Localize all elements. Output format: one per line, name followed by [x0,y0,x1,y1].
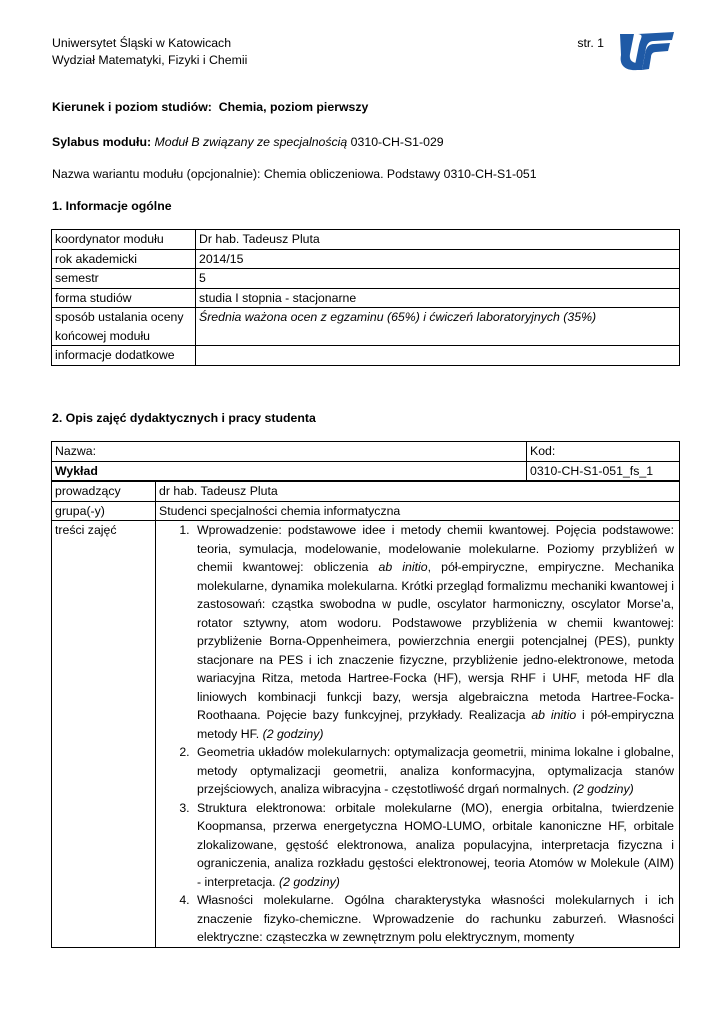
course-code: 0310-CH-S1-051_fs_1 [527,461,680,481]
row-value: 2014/15 [196,249,680,269]
table-row [52,481,680,501]
row-value: Dr hab. Tadeusz Pluta [196,230,680,250]
table-row [52,269,680,289]
row-key: semestr [52,269,196,289]
list-item: 4. Własności molekularne. Ogólna charakterystyka własności molekularnych i ich znaczenie fizyko-chemiczne. Wprowadzenie do rachunku zaburzeń. Własności elektryczne: cząsteczka w zewnętrznym polu elektrycznym, momenty [193,891,674,947]
row-key: informacje dodatkowe [52,346,196,366]
kod-label: Kod: [527,442,680,462]
prowadzacy-value: dr hab. Tadeusz Pluta [156,481,680,501]
row-value [196,346,680,366]
sylabus-line [52,134,444,151]
wariant-line: Nazwa wariantu modułu (opcjonalnie): Chemia obliczeniowa. Podstawy 0310-CH-S1-051 [52,167,537,181]
row-key: rok akademicki [52,249,196,269]
tresci-content [156,521,680,948]
row-key: koordynator modułu [52,230,196,250]
faculty-name: Wydział Matematyki, Fizyki i Chemii [52,53,248,67]
table-row [52,308,680,346]
row-value: 5 [196,269,680,289]
course-name: Wykład [52,461,527,481]
kierunek-label: Kierunek i poziom studiów: [52,100,212,114]
row-value: Średnia ważona ocen z egzaminu (65%) i ćwiczeń laboratoryjnych (35%) [196,308,680,346]
grupa-label: grupa(-y) [52,501,156,521]
row-key: forma studiów [52,288,196,308]
row-key: sposób ustalania oceny końcowej modułu [52,308,196,346]
table-row [52,461,680,481]
list-item: 2. Geometria układów molekularnych: optymalizacja geometrii, minima lokalne i globalne, metody optymalizacji geometrii, analiza konformacyjna, optymalizacja stanów przejściowych, analiza wibracyjna - częstotliwość drgań normalnych. (2 godziny) [193,743,674,799]
page-header [52,35,604,69]
table-row [52,521,680,948]
table-row [52,288,680,308]
general-info-table [51,229,680,366]
kierunek-line [52,99,368,116]
sylabus-code: 0310-CH-S1-029 [350,135,444,149]
section1-title: 1. Informacje ogólne [52,199,172,213]
table-row [52,346,680,366]
us-logo-icon [616,32,674,74]
table-row [52,501,680,521]
prowadzacy-label: prowadzący [52,481,156,501]
list-item: 1. Wprowadzenie: podstawowe idee i metody chemii kwantowej. Pojęcia podstawowe: teoria, symulacja, modelowanie, modelowanie molekularne. Poziomy przybliżeń w chemii kwantowej: obliczenia ab initio, pół-empiryczne, empiryczne. Mechanika molekularne, dynamika molekularna. Krótki przegląd formalizmu mechaniki kwantowej i zastosowań: cząstka swobodna w pudle, oscylator harmoniczny, oscylator Morse’a, rotator sztywny, atom wodoru. Podstawowe przybliżenia w chemii kwantowej: przybliżenie Borna-Oppenheimera, powierzchnia energii potencjalnej (PES), punkty stacjonare na PES i ich znaczenie fizyczne, przybliżenie jedno-elektronowe, metoda wariacyjna Ritza, metoda Hartree-Focka (HF), wersja RHF i UHF, metoda HF dla liniowych kombinacji funkcji bazy, wersja algebraiczna metoda Hartree-Focka-Roothaana. Pojęcie bazy funkcyjnej, przykłady. Realizacja ab initio i pół-empiryczna metody HF. (2 godziny) [193,521,674,743]
topics-list [159,521,674,947]
table-row [52,442,680,462]
table-row [52,249,680,269]
course-description-table [51,441,680,948]
tresci-label: treści zajęć [52,521,156,948]
nazwa-label: Nazwa: [52,442,527,462]
section2-title: 2. Opis zajęć dydaktycznych i pracy studenta [52,411,316,425]
sylabus-label: Sylabus modułu: [52,135,152,149]
grupa-value: Studenci specjalności chemia informatyczna [156,501,680,521]
kierunek-value: Chemia, poziom pierwszy [218,100,369,114]
university-name: Uniwersytet Śląski w Katowicach [52,36,232,50]
list-item: 3. Struktura elektronowa: orbitale molekularne (MO), energia orbitalna, twierdzenie Koopmansa, przerwa energetyczna HOMO-LUMO, orbitale kanoniczne HF, orbitale zlokalizowane, gęstość elektronowa, analiza populacyjna, interpretacja fizyczna i ograniczenia, analiza rozkładu gęstości elektronowej, teoria Atomów w Molekule (AIM) - interpretacja. (2 godziny) [193,799,674,892]
row-value: studia I stopnia - stacjonarne [196,288,680,308]
page-number: str. 1 [577,36,604,50]
sylabus-module-name: Moduł B związany ze specjalnością [154,135,348,149]
table-row [52,230,680,250]
